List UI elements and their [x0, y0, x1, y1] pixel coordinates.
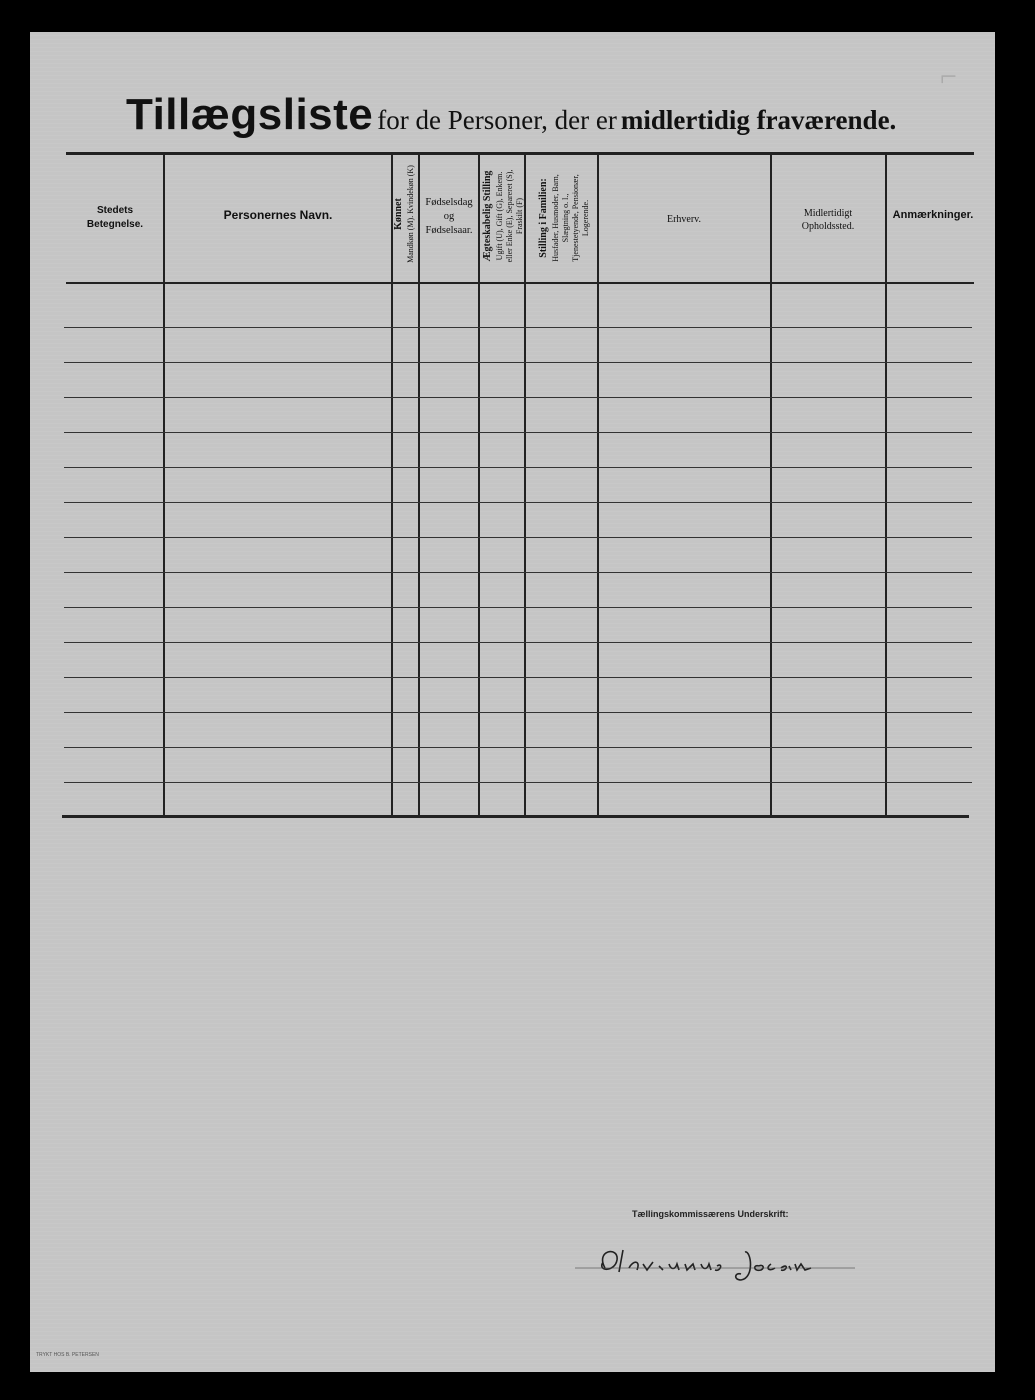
title-main: Tillægsliste	[126, 90, 374, 139]
row-line	[64, 747, 972, 748]
row-line	[64, 327, 972, 328]
header-erhverv-text: Erhverv.	[666, 214, 702, 226]
col-line-8	[885, 155, 887, 815]
header-stilling	[538, 156, 590, 280]
title-part1: for de Personer, der er	[377, 105, 617, 135]
header-fodsel-text: Fødselsdag og Fødselsaar.	[425, 196, 473, 237]
col-line-7	[770, 155, 772, 815]
header-anmaerkninger-text: Anmærkninger.	[892, 208, 974, 221]
header-erhverv	[600, 205, 768, 235]
header-stilling-sub2: Slægtning o. l.,	[560, 193, 570, 243]
signature-name	[0, 0, 1, 1]
col-line-5	[524, 155, 526, 815]
row-line	[64, 572, 972, 573]
header-aegte-title: Ægteskabelig Stilling	[482, 170, 493, 262]
header-fodsel	[421, 192, 477, 242]
header-aegte	[482, 156, 522, 276]
header-kjonnet-sub: Mandkøn (M). Kvindekøn (K)	[405, 165, 415, 263]
header-midlertidigt	[773, 195, 883, 245]
row-line	[64, 502, 972, 503]
col-line-6	[597, 155, 599, 815]
table-top-rule	[66, 152, 974, 155]
row-line	[64, 607, 972, 608]
row-line	[64, 782, 972, 783]
table-bottom-rule	[62, 815, 969, 818]
row-line	[64, 432, 972, 433]
col-line-3	[418, 155, 420, 815]
header-anmaerkninger	[888, 200, 978, 230]
header-aegte-sub3: Fraskilt (F)	[514, 197, 524, 235]
row-line	[64, 537, 972, 538]
archive-mark: ⌐	[940, 60, 957, 93]
header-aegte-sub1: Ugift (U), Gift (G), Enkem.	[494, 171, 504, 261]
header-stedets	[70, 190, 160, 245]
title-part2: midlertidig fraværende.	[620, 105, 897, 135]
header-bottom-rule	[66, 282, 974, 284]
row-line	[64, 677, 972, 678]
signature-label: Tællingskommissærens Underskrift:	[632, 1209, 789, 1219]
signature-handwritten	[575, 1238, 865, 1288]
row-line	[64, 467, 972, 468]
header-stilling-title: Stilling i Familien:	[538, 178, 549, 258]
row-line	[64, 712, 972, 713]
header-aegte-sub2: eller Enke (E), Separeret (S),	[504, 169, 514, 263]
row-line	[64, 642, 972, 643]
header-kjonnet-title: Kønnet	[393, 198, 404, 230]
form-title	[126, 90, 896, 140]
header-stilling-sub1: Husfader, Husmoder, Barn,	[550, 174, 560, 262]
header-navn	[166, 200, 390, 230]
printer-imprint: TRYKT HOS B. PETERSEN	[36, 1352, 99, 1358]
header-navn-text: Personernes Navn.	[223, 207, 333, 222]
header-kjonnet	[393, 154, 417, 274]
header-midlertidigt-text: Midlertidigt Opholdssted.	[801, 207, 855, 232]
header-stilling-sub3: Tjenestetyende, Pensionær,	[570, 174, 580, 262]
row-line	[64, 397, 972, 398]
col-line-1	[163, 155, 165, 815]
header-stedets-text: Stedets Betegnelse.	[86, 205, 144, 230]
header-stilling-sub4: Logerende.	[580, 199, 590, 237]
col-line-4	[478, 155, 480, 815]
row-line	[64, 362, 972, 363]
